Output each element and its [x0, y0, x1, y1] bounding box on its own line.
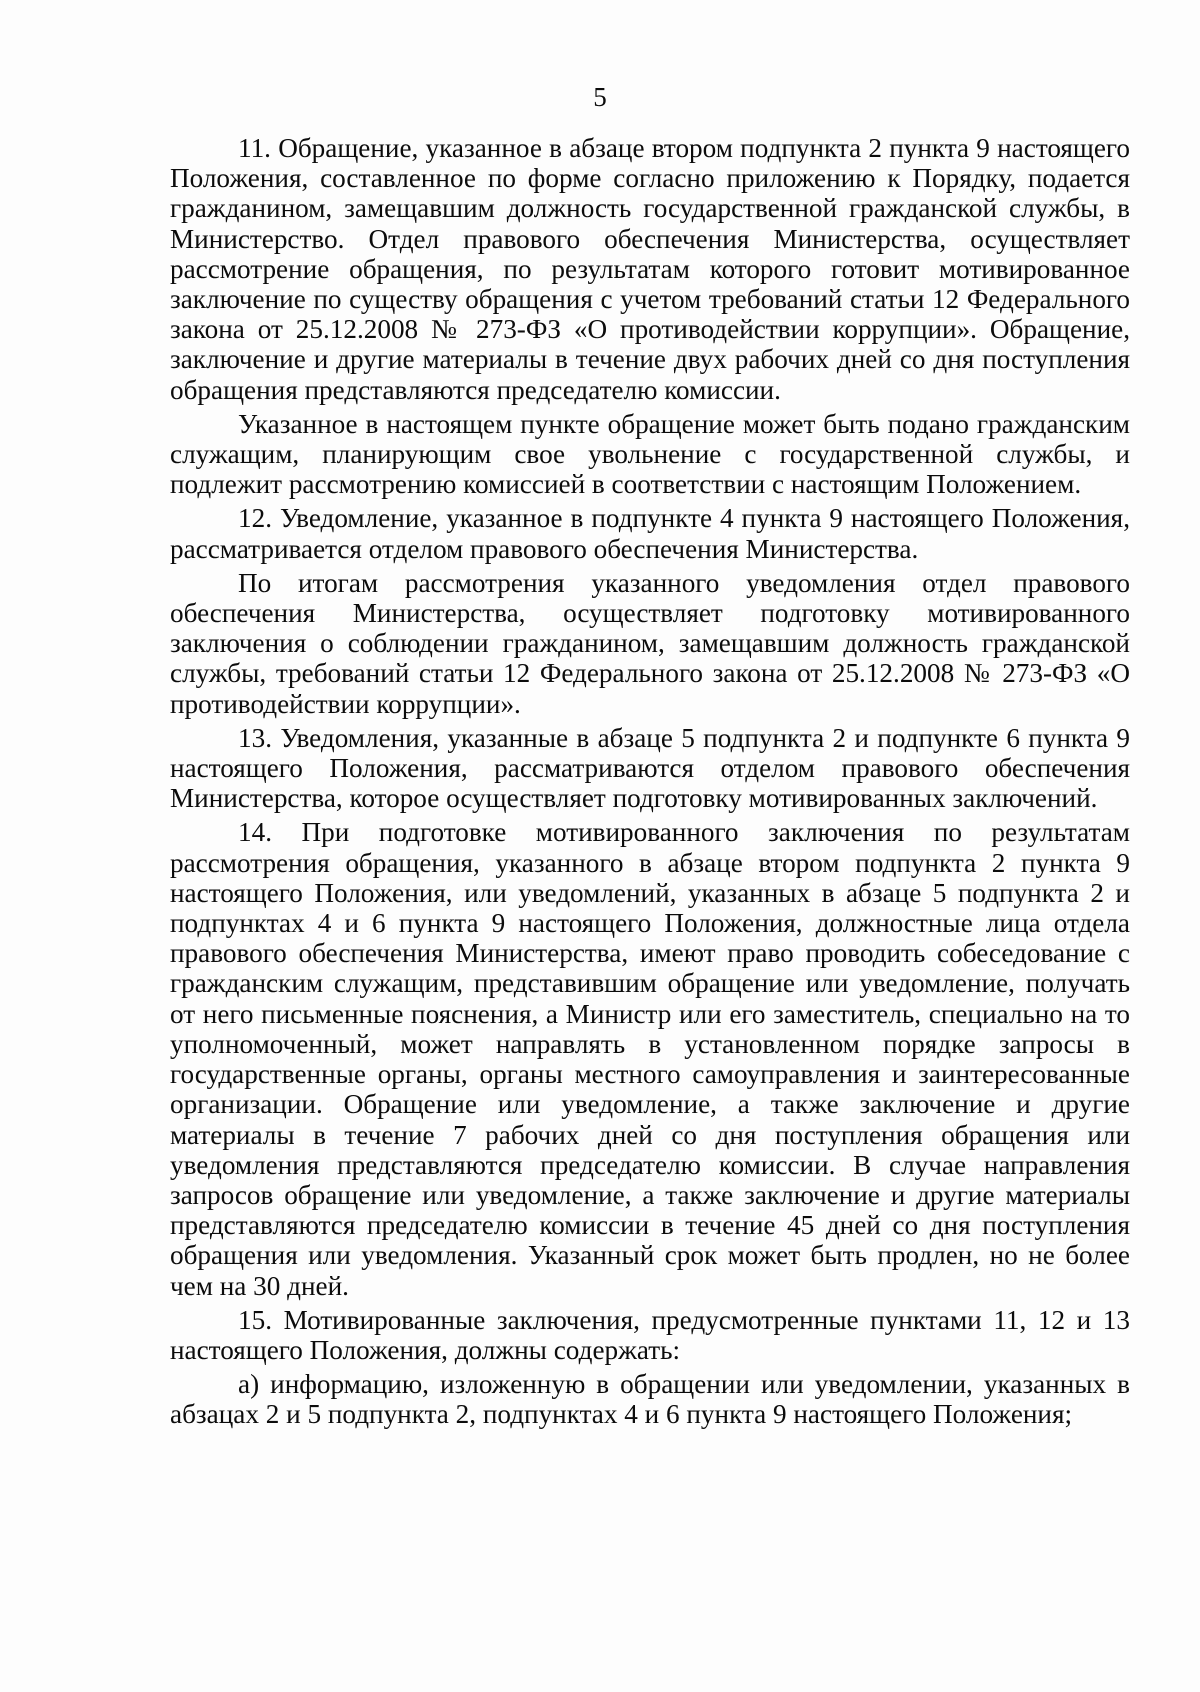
paragraph-15: 15. Мотивированные заключения, предусмотренные пунктами 11, 12 и 13 настоящего Положения, должны содержать: — [170, 1304, 1130, 1365]
paragraph-13: 13. Уведомления, указанные в абзаце 5 подпункта 2 и подпункте 6 пункта 9 настоящего Положения, рассматриваются отделом правового обеспечения Министерства, которое осуществляет подготовку мотивированных заключений. — [170, 722, 1130, 814]
paragraph-12: 12. Уведомление, указанное в подпункте 4 пункта 9 настоящего Положения, рассматривается отделом правового обеспечения Министерства. — [170, 503, 1130, 564]
paragraph-12-results: По итогам рассмотрения указанного уведомления отдел правового обеспечения Министерства, осуществляет подготовку мотивированного заключения о соблюдении гражданином, замещавшим должность гражданской службы, требований статьи 12 Федерального закона от 25.12.2008 № 273-ФЗ «О противодействии коррупции». — [170, 567, 1130, 719]
paragraph-14: 14. При подготовке мотивированного заключения по результатам рассмотрения обращения, указанного в абзаце втором подпункта 2 пункта 9 настоящего Положения, или уведомлений, указанных в абзаце 5 подпункта 2 и подпунктах 4 и 6 пункта 9 настоящего Положения, должностные лица отдела правового обеспечения Министерства, имеют право проводить собеседование с гражданским служащим, представившим обращение или уведомление, получать от него письменные пояснения, а Министр или его заместитель, специально на то уполномоченный, может направлять в установленном порядке запросы в государственные органы, органы местного самоуправления и заинтересованные организации. Обращение или уведомление, а также заключение и другие материалы в течение 7 рабочих дней со дня поступления обращения или уведомления представляются председателю комиссии. В случае направления запросов обращение или уведомление, а также заключение и другие материалы представляются председателю комиссии в течение 45 дней со дня поступления обращения или уведомления. Указанный срок может быть продлен, но не более чем на 30 дней. — [170, 817, 1130, 1301]
paragraph-11-note: Указанное в настоящем пункте обращение может быть подано гражданским служащим, планирующим свое увольнение с государственной службы, и подлежит рассмотрению комиссией в соответствии с настоящим Положением. — [170, 408, 1130, 500]
paragraph-11: 11. Обращение, указанное в абзаце втором подпункта 2 пункта 9 настоящего Положения, составленное по форме согласно приложению к Порядку, подается гражданином, замещавшим должность государственной гражданской службы, в Министерство. Отдел правового обеспечения Министерства, осуществляет рассмотрение обращения, по результатам которого готовит мотивированное заключение по существу обращения с учетом требований статьи 12 Федерального закона от 25.12.2008 № 273-ФЗ «О противодействии коррупции». Обращение, заключение и другие материалы в течение двух рабочих дней со дня поступления обращения представляются председателю комиссии. — [170, 133, 1130, 405]
document-body — [170, 133, 1130, 1434]
page-number: 5 — [593, 82, 607, 112]
paragraph-15-item-a: а) информацию, изложенную в обращении или уведомлении, указанных в абзацах 2 и 5 подпункта 2, подпунктах 4 и 6 пункта 9 настоящего Положения; — [170, 1369, 1130, 1430]
